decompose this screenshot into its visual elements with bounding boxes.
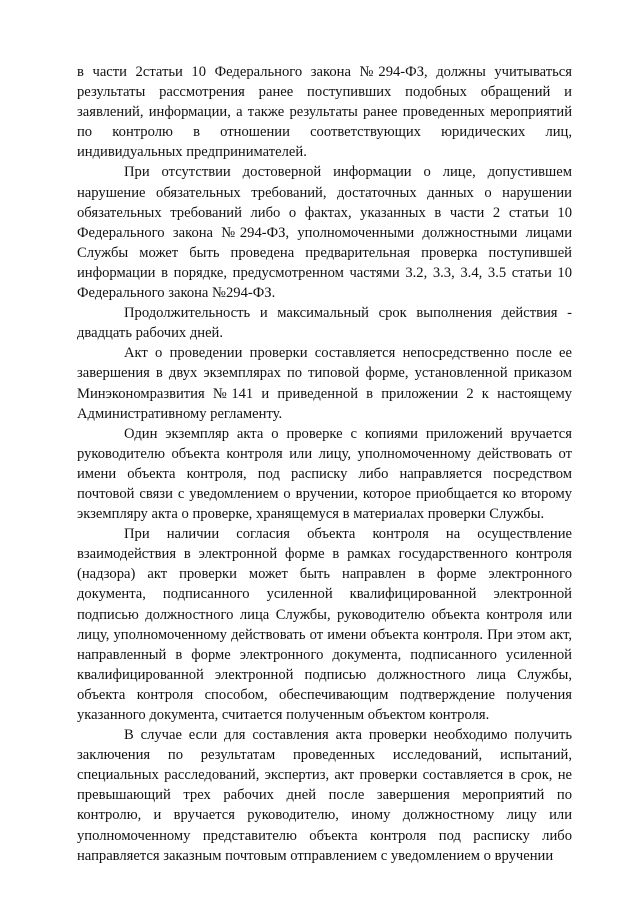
paragraph-7: В случае если для составления акта проверки необходимо получить заключения по результатам проведенных исследований, испытаний, специальных расследований, экспертиз, акт проверки составляется в срок, не превышающий трех рабочих дней после завершения мероприятий по контролю, и вручается руководителю, иному должностному лицу или уполномоченному представителю объекта контроля под расписку либо направляется заказным почтовым отправлением с уведомлением о вручении [77,727,572,864]
paragraph-6: При наличии согласия объекта контроля на осуществление взаимодействия в электронной форме в рамках государственного контроля (надзора) акт проверки может быть направлен в форме электронного документа, подписанного усиленной квалифицированной электронной подписью должностного лица Службы, руководителю объекта контроля или лицу, уполномоченному действовать от имени объекта контроля. При этом акт, направленный в форме электронного документа, подписанного усиленной квалифицированной электронной подписью должностного лица Службы, объекта контроля способом, обеспечивающим подтверждение получения указанного документа, считается полученным объектом контроля. [77,526,572,723]
paragraph-4: Акт о проведении проверки составляется непосредственно после ее завершения в двух экземплярах по типовой форме, установленной приказом Минэкономразвития №141 и приведенной в приложении 2 к настоящему Административному регламенту. [77,345,572,422]
paragraph-3: Продолжительность и максимальный срок выполнения действия - двадцать рабочих дней. [77,305,572,342]
document-body [77,62,572,866]
paragraph-2: При отсутствии достоверной информации о лице, допустившем нарушение обязательных требований, достаточных данных о нарушении обязательных требований либо о фактах, указанных в части 2 статьи 10 Федерального закона №294-ФЗ, уполномоченными должностными лицами Службы может быть проведена предварительная проверка поступившей информации в порядке, предусмотренном частями 3.2, 3.3, 3.4, 3.5 статьи 10 Федерального закона №294-ФЗ. [77,164,572,302]
paragraph-5: Один экземпляр акта о проверке с копиями приложений вручается руководителю объекта контроля или лицу, уполномоченному действовать от имени объекта контроля, под расписку либо направляется посредством почтовой связи с уведомлением о вручении, которое приобщается ко второму экземпляру акта о проверке, хранящемуся в материалах проверки Службы. [77,425,572,523]
paragraph-1: в части 2статьи 10 Федерального закона №294-ФЗ, должны учитываться результаты рассмотрения ранее поступивших подобных обращений и заявлений, информации, а также результаты ранее проведенных мероприятий по контролю в отношении соответствующих юридических лиц, индивидуальных предпринимателей. [77,64,572,161]
